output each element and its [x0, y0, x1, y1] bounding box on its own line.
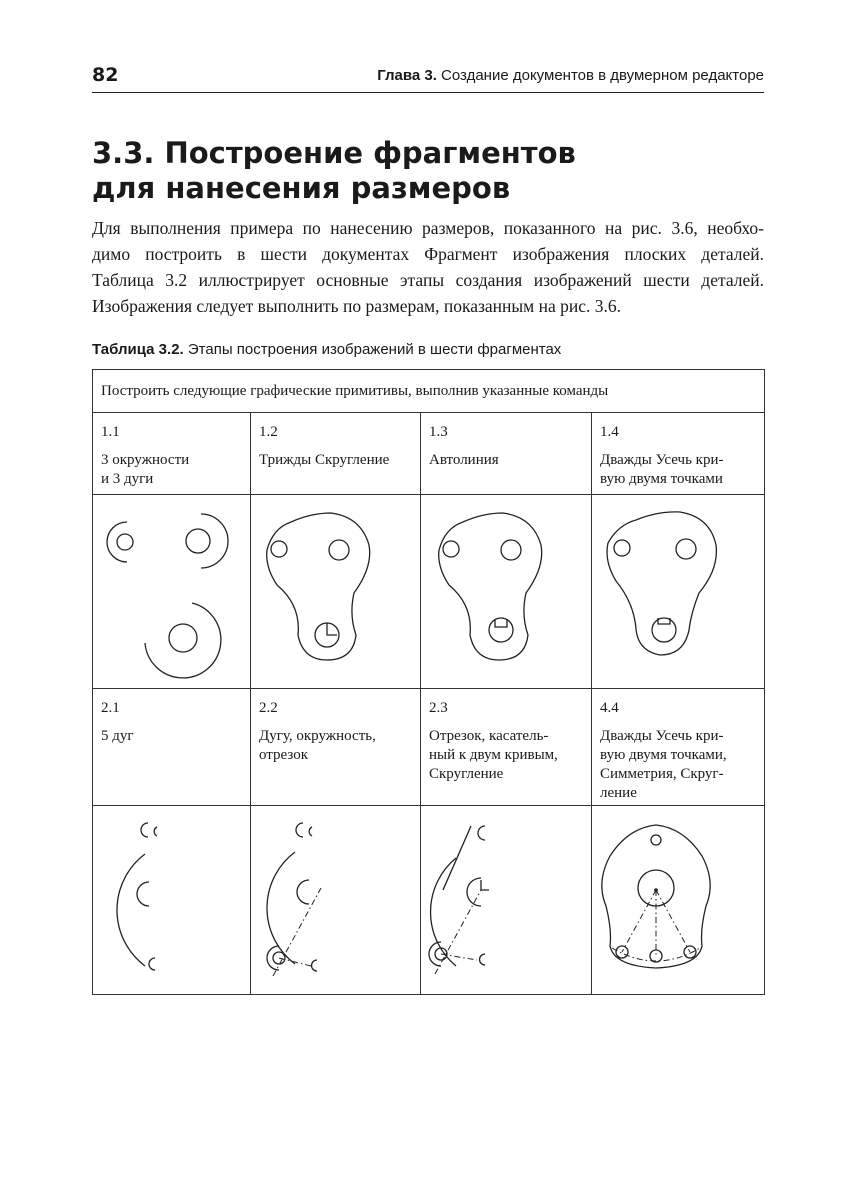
table-caption-text: Этапы построения изображений в шести фрагментах [187, 341, 562, 358]
step-cell-1-2 [251, 413, 421, 495]
hole-left [614, 540, 630, 556]
part-outline [267, 513, 370, 660]
hole-right [676, 539, 696, 559]
step-cell-1-4 [592, 413, 765, 495]
drawing-cell-2-1 [93, 806, 251, 995]
arc-bottom [145, 603, 221, 678]
section-title [92, 136, 764, 206]
hole-right [501, 540, 521, 560]
arc-large [431, 858, 456, 966]
drawing-arc-circle-segment [251, 806, 421, 994]
step-text: Дважды Усечь кри- [600, 452, 724, 468]
step-text: Скругление [429, 766, 504, 782]
step-cell-1-1 [93, 413, 251, 495]
step-text: Отрезок, касатель- [429, 728, 549, 744]
drawing-cell-1-1 [93, 495, 251, 689]
step-number: 2.3 [429, 700, 448, 716]
step-text: Дугу, окружность, [259, 728, 376, 744]
hole-bottom [652, 618, 676, 642]
table-header-cell: Построить следующие графические примитивы, выполнив указанные команды [93, 370, 765, 413]
step-number: 1.2 [259, 424, 278, 440]
step-text: и 3 дуги [101, 471, 154, 487]
table-caption [92, 341, 561, 358]
key-mark [495, 619, 507, 627]
step-number: 1.4 [600, 424, 619, 440]
circle-left [117, 534, 133, 550]
drawing-cell-2-4 [592, 806, 765, 995]
arc-top-outer [141, 823, 148, 837]
paragraph-line: димо построить в шести документах Фрагмент изображения плоских деталей. [92, 244, 764, 264]
arc-small-right [480, 954, 486, 965]
hole-bottom-center [650, 950, 662, 962]
drawing-cell-1-2 [251, 495, 421, 689]
arc-top-small [478, 826, 485, 840]
body-paragraph [92, 215, 764, 319]
step-number: 2.1 [101, 700, 120, 716]
circle-bottom [169, 624, 197, 652]
table-caption-label: Таблица 3.2. [92, 341, 184, 358]
drawing-circles-and-arcs [93, 495, 251, 688]
arc-top-inner [154, 827, 157, 836]
hole-top [651, 835, 661, 845]
center-point [654, 888, 658, 892]
arc-top-outer [296, 823, 303, 837]
arc-large [267, 852, 295, 964]
step-number: 2.2 [259, 700, 278, 716]
paragraph-line: Изображения следует выполнить по размерам, показанным на рис. 3.6. [92, 296, 622, 316]
circle-right [186, 529, 210, 553]
step-text: 3 окружности [101, 452, 190, 468]
step-number: 1.1 [101, 424, 120, 440]
page-number: 82 [92, 64, 119, 86]
construction-line-right [656, 890, 690, 952]
part-outline [439, 513, 542, 660]
step-cell-2-3 [421, 689, 592, 806]
tangent-segment [443, 826, 471, 890]
step-text: Симметрия, Скруг- [600, 766, 724, 782]
arc-bottom [149, 958, 155, 970]
arc-right [201, 514, 228, 568]
step-text: ление [600, 785, 637, 801]
step-text: Автолиния [429, 452, 499, 468]
step-text: вую двумя точками [600, 471, 723, 487]
stages-table [92, 369, 765, 995]
running-head [377, 67, 764, 84]
hole-left [271, 541, 287, 557]
step-text: отрезок [259, 747, 309, 763]
arc-middle [137, 882, 149, 906]
arc-large [117, 854, 145, 966]
part-outline [607, 512, 716, 655]
page-header [92, 62, 764, 93]
step-cell-2-4 [592, 689, 765, 806]
chapter-label: Глава 3. [377, 67, 437, 84]
hole-bottom [489, 618, 513, 642]
step-text: Дважды Усечь кри- [600, 728, 724, 744]
step-text: ный к двум кривым, [429, 747, 558, 763]
construction-line-left [622, 890, 656, 952]
step-text: вую двумя точками, [600, 747, 727, 763]
drawing-cell-1-4 [592, 495, 765, 689]
drawing-symmetry-fillet [592, 806, 765, 994]
construction-line [435, 890, 481, 974]
drawing-tangent-segment [421, 806, 592, 994]
step-number: 4.4 [600, 700, 619, 716]
hole-right [329, 540, 349, 560]
step-text: Трижды Скругление [259, 452, 390, 468]
drawing-five-arcs [93, 806, 251, 994]
section-title-line-1: 3.3. Построение фрагментов [92, 136, 576, 170]
drawing-cell-1-3 [421, 495, 592, 689]
drawing-trim-curve [592, 495, 765, 688]
drawing-cell-2-2 [251, 806, 421, 995]
drawing-autoline [421, 495, 592, 688]
hole-left [443, 541, 459, 557]
arc-middle [297, 880, 309, 904]
step-cell-2-1 [93, 689, 251, 806]
central-circle [638, 870, 674, 906]
step-text: 5 дуг [101, 728, 134, 744]
section-title-line-2: для нанесения размеров [92, 171, 511, 205]
arc-small-right [312, 960, 318, 971]
key-mark [481, 880, 489, 890]
step-cell-2-2 [251, 689, 421, 806]
drawing-fillet [251, 495, 421, 688]
step-cell-1-3 [421, 413, 592, 495]
step-number: 1.3 [429, 424, 448, 440]
paragraph-line: Для выполнения примера по нанесению размеров, показанного на рис. 3.6, необхо- [92, 218, 764, 238]
arc-top-inner [309, 827, 312, 836]
drawing-cell-2-3 [421, 806, 592, 995]
paragraph-line: Таблица 3.2 иллюстрирует основные этапы создания изображений шести деталей. [92, 270, 764, 290]
chapter-title: Создание документов в двумерном редакторе [441, 67, 764, 84]
